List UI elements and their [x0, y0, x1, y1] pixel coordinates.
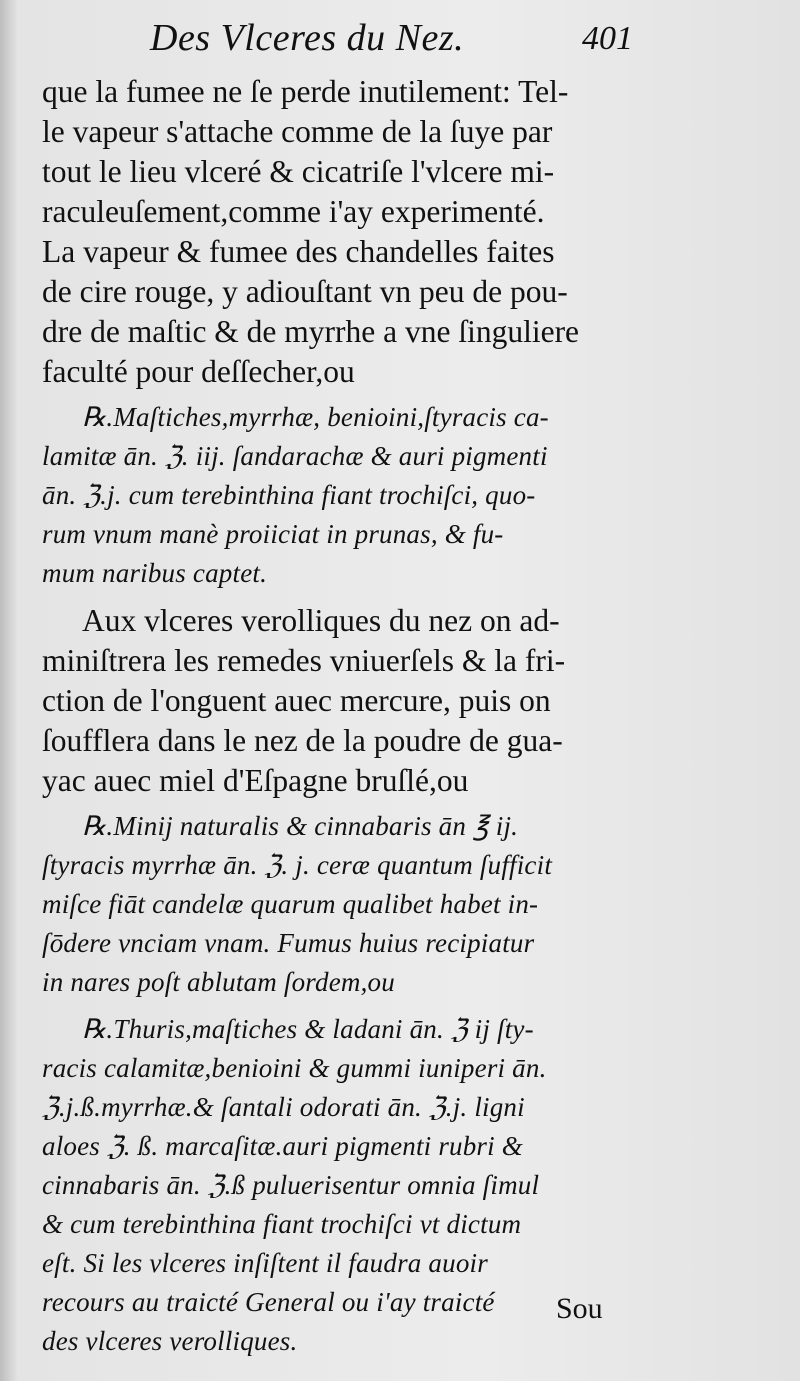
recipe-line: lamitæ ān. ℨ. iij. ſandarachæ & auri pigmenti [42, 441, 548, 471]
recipe-line: eſt. Si les vlceres inſiſtent il faudra auoir [42, 1248, 488, 1278]
recipe-line: recours au traicté General ou i'ay traicté [42, 1287, 495, 1317]
text-line: yac auec miel d'Eſpagne bruſlé,ou [42, 763, 469, 798]
recipe-line: cinnabaris ān. ℨ.ß puluerisentur omnia ſimul [42, 1170, 540, 1200]
book-page [42, 14, 662, 1369]
recipe-line: ℞.Minij naturalis & cinnabaris ān ℥ ij. [82, 811, 519, 841]
paragraph-fumigation [42, 72, 662, 392]
recipe-line: & cum terebinthina fiant trochiſci vt dictum [42, 1209, 522, 1239]
text-line: faculté pour deſſecher,ou [42, 354, 355, 389]
text-line: le vapeur s'attache comme de la ſuye par [42, 114, 553, 149]
text-line: ſoufflera dans le nez de la poudre de gua- [42, 723, 563, 758]
page-number: 401 [582, 20, 633, 57]
recipe-candela [42, 807, 662, 1002]
recipe-line: rum vnum manè proiiciat in prunas, & fu- [42, 519, 504, 549]
recipe-line: racis calamitæ,benioini & gummi iuniperi ān. [42, 1053, 547, 1083]
recipe-line: ān. ℨ.j. cum terebinthina fiant trochiſci, quo- [42, 480, 536, 510]
running-title: Des Vlceres du Nez. [150, 17, 465, 59]
recipe-line: miſce fiāt candelæ quarum qualibet habet in- [42, 889, 539, 919]
catchword: Sou [556, 1292, 603, 1325]
recipe-line: mum naribus captet. [42, 558, 268, 588]
recipe-mastic-trochisci [42, 398, 662, 593]
page-header [42, 14, 662, 72]
text-line: de cire rouge, y adiouſtant vn peu de pou- [42, 274, 568, 309]
paragraph-verolliques [42, 601, 662, 801]
text-line: dre de maſtic & de myrrhe a vne ſinguliere [42, 314, 580, 349]
text-line: que la fumee ne ſe perde inutilement: Tel- [42, 74, 569, 109]
text-line: ction de l'onguent auec mercure, puis on [42, 683, 551, 718]
text-line: tout le lieu vlceré & cicatriſe l'vlcere mi- [42, 154, 555, 189]
recipe-line: aloes ℨ. ß. marcaſitæ.auri pigmenti rubri & [42, 1131, 523, 1161]
recipe-line: ℞.Thuris,maſtiches & ladani ān. ℨ ij ſty- [82, 1014, 534, 1044]
text-line: La vapeur & fumee des chandelles faites [42, 234, 555, 269]
recipe-line: ℞.Maſtiches,myrrhæ, benioini,ſtyracis ca- [82, 402, 549, 432]
recipe-line: ℨ.j.ß.myrrhæ.& ſantali odorati ān. ℨ.j. ligni [42, 1092, 525, 1122]
recipe-line: ſtyracis myrrhæ ān. ℨ. j. ceræ quantum ſufficit [42, 850, 553, 880]
recipe-line: in nares poſt ablutam ſordem,ou [42, 967, 395, 997]
recipe-line: des vlceres verolliques. [42, 1326, 298, 1356]
text-line: miniſtrera les remedes vniuerſels & la fri- [42, 643, 566, 678]
recipe-line: ſōdere vnciam vnam. Fumus huius recipiatur [42, 928, 535, 958]
text-line: raculeuſement,comme i'ay experimenté. [42, 194, 545, 229]
text-line: Aux vlceres verolliques du nez on ad- [82, 603, 560, 638]
